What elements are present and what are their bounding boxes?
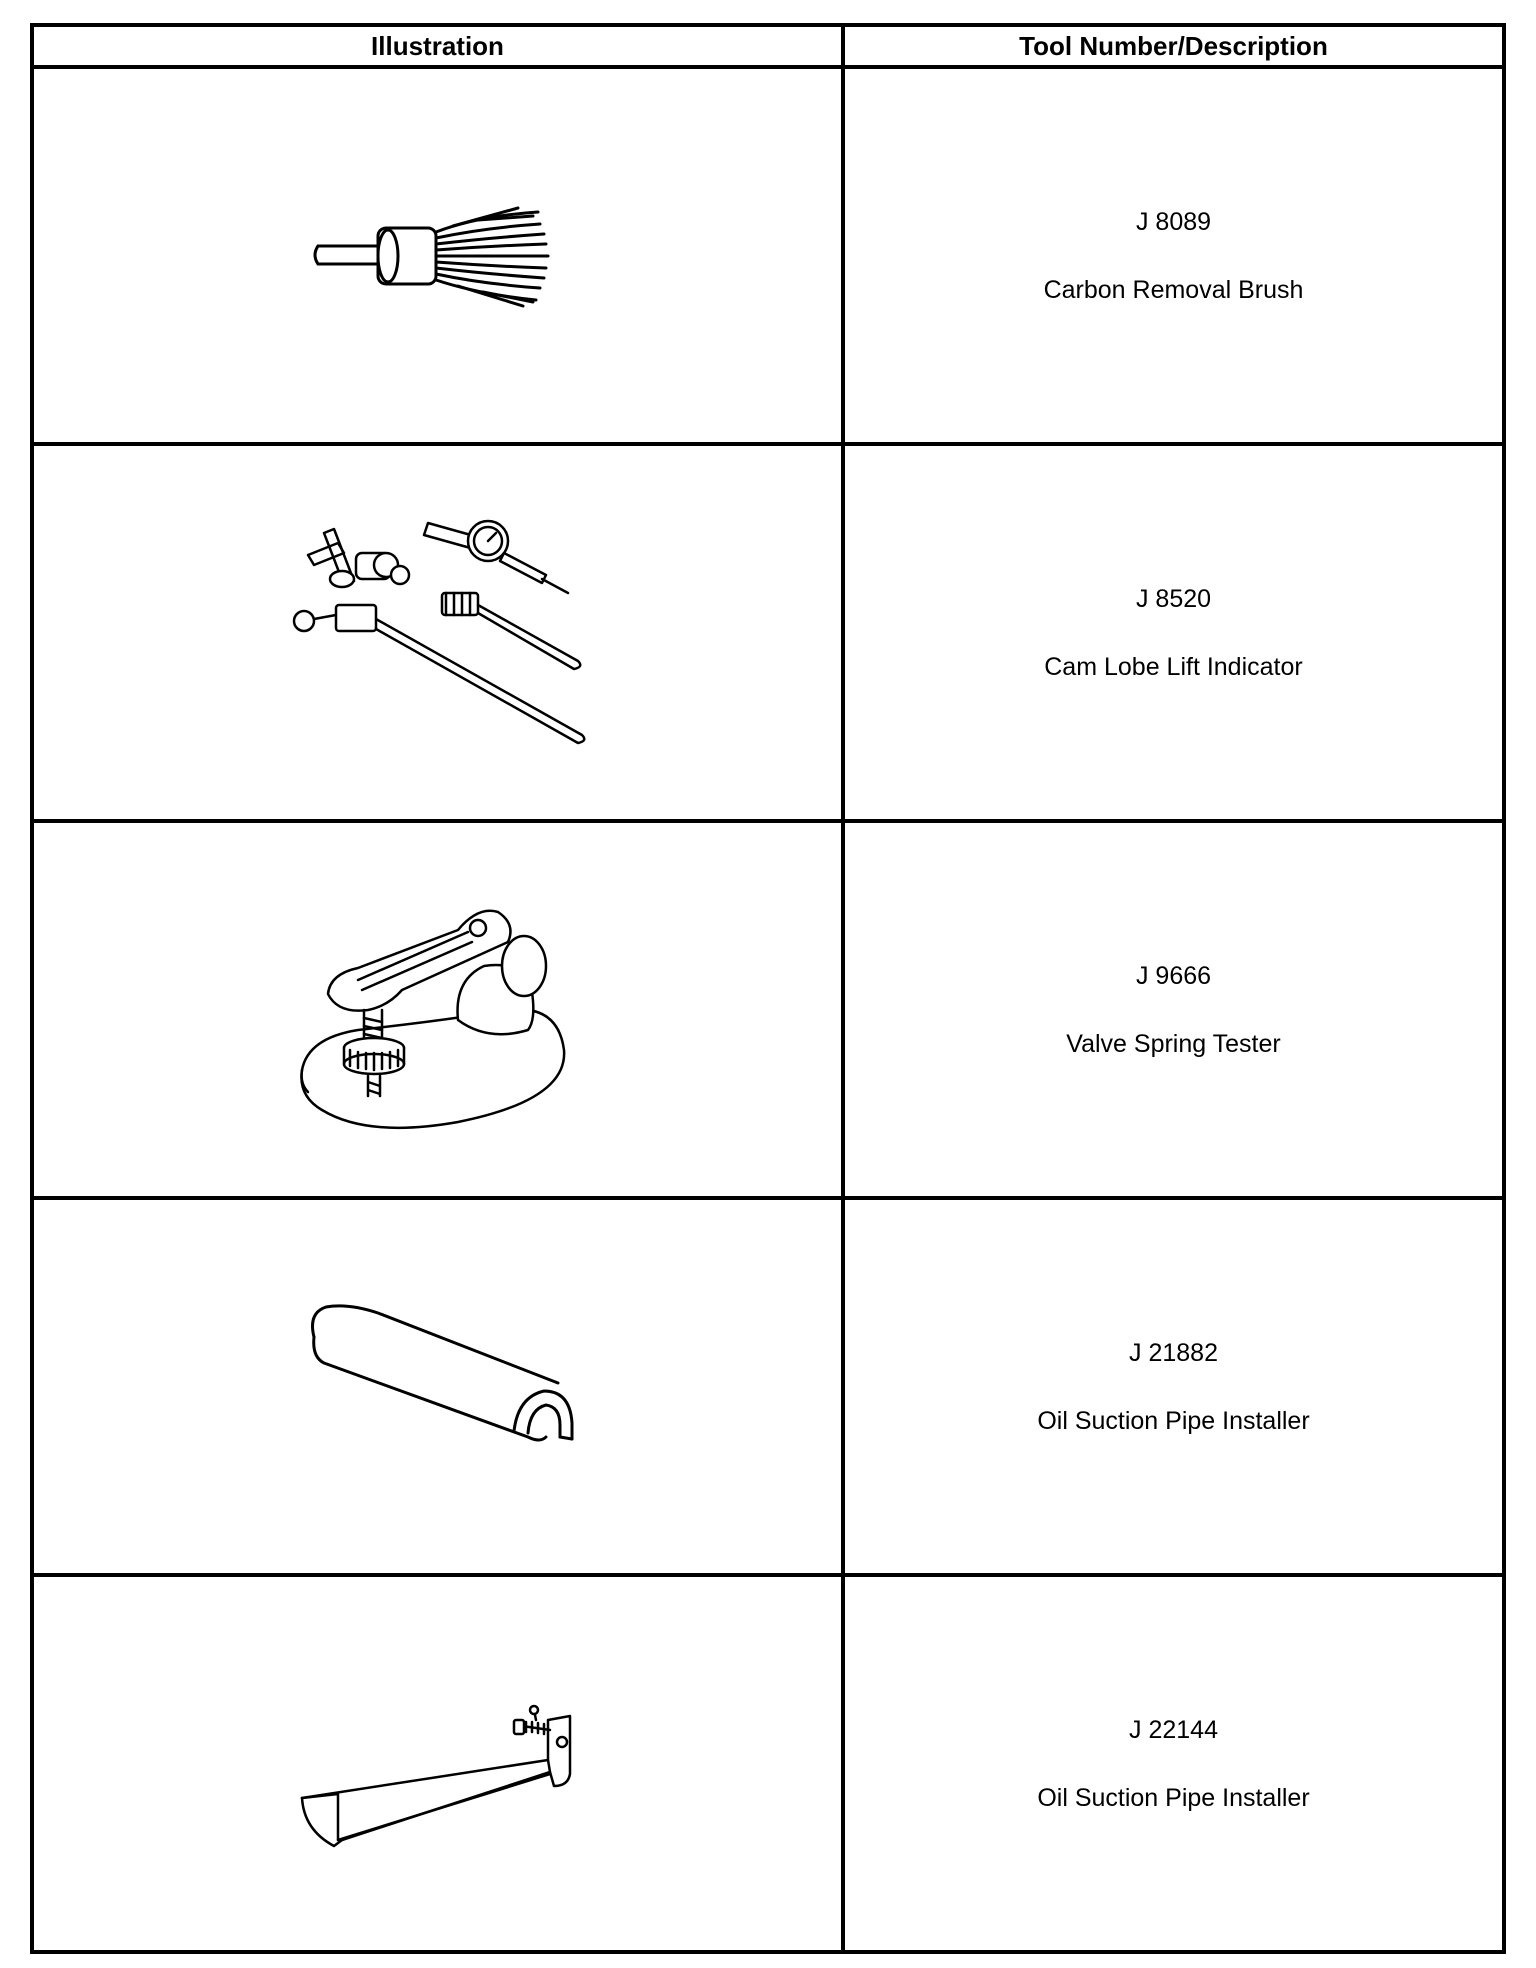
oil-suction-pipe-installer-icon	[278, 1624, 598, 1904]
tool-number: J 8089	[1135, 207, 1212, 236]
carbon-removal-brush-icon	[278, 116, 598, 396]
illustration-cell	[32, 821, 843, 1198]
description-cell	[843, 67, 1504, 444]
cam-lobe-lift-indicator-icon	[278, 493, 598, 773]
tool-number: J 21882	[1129, 1338, 1218, 1367]
header-tool-number-description: Tool Number/Description	[843, 25, 1504, 67]
table-header-row	[32, 25, 1504, 67]
table-row	[32, 1575, 1504, 1952]
header-illustration: Illustration	[32, 25, 843, 67]
description-cell	[843, 1198, 1504, 1575]
description-cell	[843, 444, 1504, 821]
description-cell	[843, 1575, 1504, 1952]
tool-description: Cam Lobe Lift Indicator	[1044, 652, 1303, 681]
oil-suction-pipe-installer-icon	[278, 1247, 598, 1527]
tools-table	[30, 23, 1506, 1954]
tool-description: Oil Suction Pipe Installer	[1037, 1406, 1310, 1435]
illustration-cell	[32, 67, 843, 444]
tool-number: J 22144	[1129, 1715, 1218, 1744]
illustration-cell	[32, 1198, 843, 1575]
description-cell	[843, 821, 1504, 1198]
table-row	[32, 1198, 1504, 1575]
illustration-cell	[32, 444, 843, 821]
table-row	[32, 67, 1504, 444]
table-row	[32, 444, 1504, 821]
table-row	[32, 821, 1504, 1198]
tool-description: Carbon Removal Brush	[1043, 275, 1304, 304]
illustration-cell	[32, 1575, 843, 1952]
tool-description: Oil Suction Pipe Installer	[1037, 1783, 1310, 1812]
valve-spring-tester-icon	[278, 870, 598, 1150]
tool-number: J 9666	[1135, 961, 1212, 990]
tool-number: J 8520	[1135, 584, 1212, 613]
tool-description: Valve Spring Tester	[1066, 1029, 1281, 1058]
